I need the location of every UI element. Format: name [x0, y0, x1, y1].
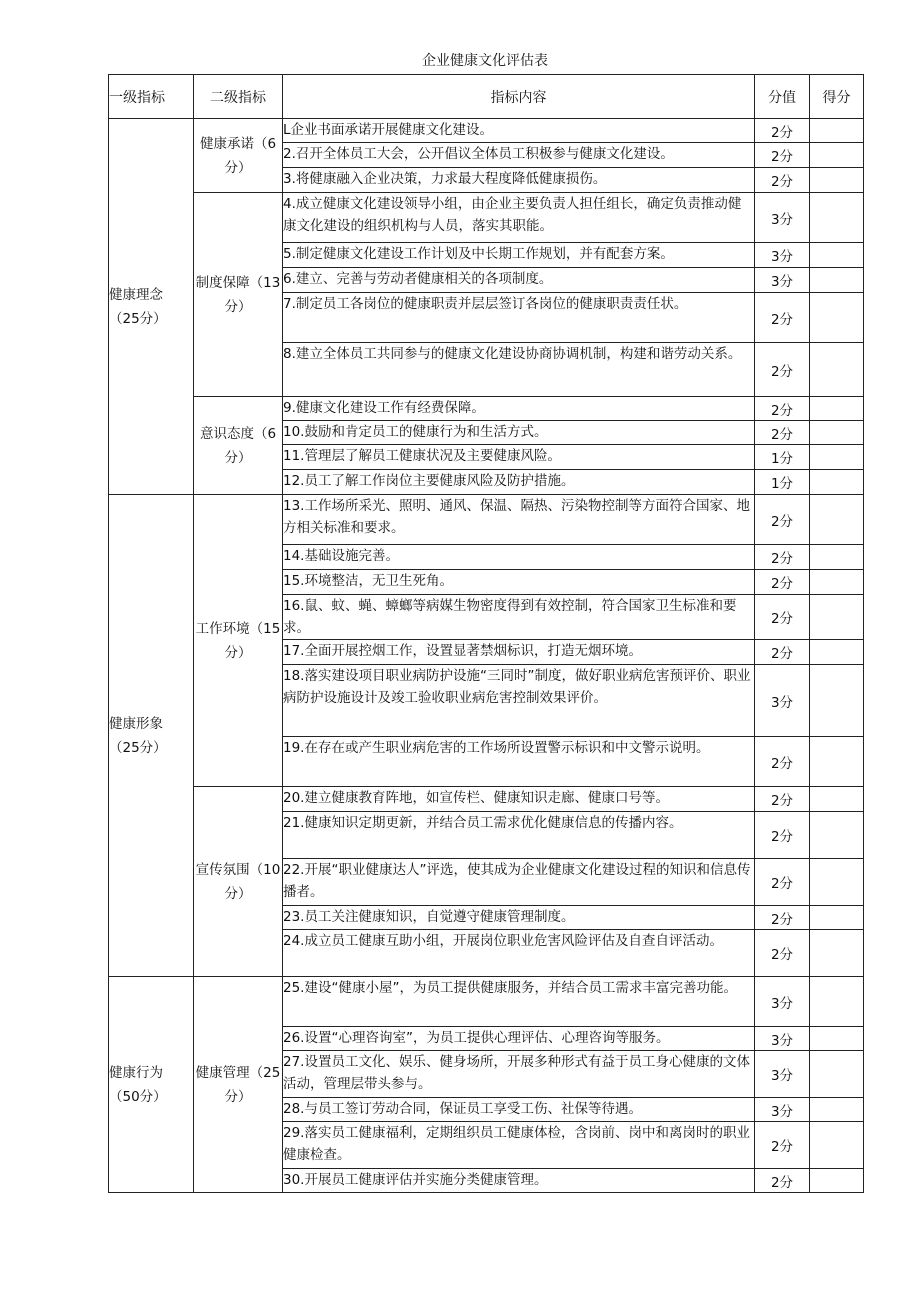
table-row [109, 119, 864, 143]
item-got-cell[interactable] [810, 268, 864, 293]
evaluation-table [108, 74, 864, 1193]
item-got-cell[interactable] [810, 470, 864, 495]
item-score-cell: 2分 [755, 930, 810, 977]
level2-cell: 健康管理（25分） [194, 977, 283, 1193]
item-content-cell: 13.工作场所采光、照明、通风、保温、隔热、污染物控制等方面符合国家、地方相关标准和要求。 [283, 495, 755, 545]
header-row [109, 75, 864, 119]
item-content-cell: 17.全面开展控烟工作，设置显著禁烟标识，打造无烟环境。 [283, 640, 755, 665]
item-got-cell[interactable] [810, 445, 864, 470]
item-score-cell: 3分 [755, 1098, 810, 1122]
item-got-cell[interactable] [810, 397, 864, 421]
item-got-cell[interactable] [810, 812, 864, 859]
table-row [109, 977, 864, 1027]
page-title: 企业健康文化评估表 [422, 53, 548, 69]
item-content-cell: 4.成立健康文化建设领导小组，由企业主要负责人担任组长，确定负责推动健康文化建设的组织机构与人员，落实其职能。 [283, 193, 755, 243]
item-content-cell: 22.开展“职业健康达人”评选，使其成为企业健康文化建设过程的知识和信息传播者。 [283, 859, 755, 906]
item-got-cell[interactable] [810, 545, 864, 570]
item-content-cell: 8.建立全体员工共同参与的健康文化建设协商协调机制，构建和谐劳动关系。 [283, 343, 755, 397]
item-got-cell[interactable] [810, 737, 864, 787]
item-got-cell[interactable] [810, 168, 864, 193]
item-score-cell: 2分 [755, 421, 810, 445]
item-score-cell: 2分 [755, 495, 810, 545]
item-got-cell[interactable] [810, 930, 864, 977]
item-got-cell[interactable] [810, 640, 864, 665]
item-got-cell[interactable] [810, 143, 864, 168]
item-content-cell: 26.设置“心理咨询室”，为员工提供心理评估、心理咨询等服务。 [283, 1027, 755, 1051]
item-score-cell: 2分 [755, 1169, 810, 1193]
level2-cell: 制度保障（13分） [194, 193, 283, 397]
item-score-cell: 2分 [755, 737, 810, 787]
item-got-cell[interactable] [810, 495, 864, 545]
item-score-cell: 2分 [755, 293, 810, 343]
item-content-cell: 10.鼓励和肯定员工的健康行为和生活方式。 [283, 421, 755, 445]
item-content-cell: 16.鼠、蚊、蝇、蟑螂等病媒生物密度得到有效控制，符合国家卫生标准和要求。 [283, 595, 755, 640]
item-got-cell[interactable] [810, 1098, 864, 1122]
item-got-cell[interactable] [810, 595, 864, 640]
item-score-cell: 3分 [755, 1051, 810, 1098]
level2-cell: 工作环境（15分） [194, 495, 283, 787]
item-content-cell: 6.建立、完善与劳动者健康相关的各项制度。 [283, 268, 755, 293]
item-content-cell: 18.落实建设项目职业病防护设施“三同时”制度，做好职业病危害预评价、职业病防护设施设计及竣工验收职业病危害控制效果评价。 [283, 665, 755, 737]
item-score-cell: 2分 [755, 787, 810, 812]
item-score-cell: 3分 [755, 193, 810, 243]
item-score-cell: 2分 [755, 1122, 810, 1169]
table-row [109, 787, 864, 812]
item-got-cell[interactable] [810, 421, 864, 445]
item-got-cell[interactable] [810, 243, 864, 268]
level2-cell: 意识态度（6分） [194, 397, 283, 495]
item-got-cell[interactable] [810, 343, 864, 397]
item-score-cell: 3分 [755, 268, 810, 293]
item-got-cell[interactable] [810, 193, 864, 243]
item-content-cell: 27.设置员工文化、娱乐、健身场所，开展多种形式有益于员工身心健康的文体活动，管理层带头参与。 [283, 1051, 755, 1098]
item-content-cell: 3.将健康融入企业决策，力求最大程度降低健康损伤。 [283, 168, 755, 193]
item-content-cell: 23.员工关注健康知识，自觉遵守健康管理制度。 [283, 906, 755, 930]
item-content-cell: 2.召开全体员工大会，公开倡议全体员工积极参与健康文化建设。 [283, 143, 755, 168]
item-content-cell: 28.与员工签订劳动合同，保证员工享受工伤、社保等待遇。 [283, 1098, 755, 1122]
table-row [109, 495, 864, 545]
item-got-cell[interactable] [810, 119, 864, 143]
table-row [109, 193, 864, 243]
level2-cell: 宣传氛围（10分） [194, 787, 283, 977]
item-score-cell: 1分 [755, 445, 810, 470]
item-score-cell: 2分 [755, 859, 810, 906]
item-got-cell[interactable] [810, 787, 864, 812]
item-score-cell: 2分 [755, 640, 810, 665]
item-content-cell: 19.在存在或产生职业病危害的工作场所设置警示标识和中文警示说明。 [283, 737, 755, 787]
item-score-cell: 3分 [755, 977, 810, 1027]
item-content-cell: 30.开展员工健康评估并实施分类健康管理。 [283, 1169, 755, 1193]
item-content-cell: 12.员工了解工作岗位主要健康风险及防护措施。 [283, 470, 755, 495]
item-score-cell: 3分 [755, 665, 810, 737]
item-got-cell[interactable] [810, 977, 864, 1027]
item-score-cell: 2分 [755, 397, 810, 421]
item-content-cell: 9.健康文化建设工作有经费保障。 [283, 397, 755, 421]
item-score-cell: 2分 [755, 143, 810, 168]
header-level1: 一级指标 [109, 75, 194, 119]
item-got-cell[interactable] [810, 293, 864, 343]
item-score-cell: 3分 [755, 1027, 810, 1051]
item-got-cell[interactable] [810, 570, 864, 595]
item-score-cell: 2分 [755, 168, 810, 193]
item-score-cell: 1分 [755, 470, 810, 495]
item-content-cell: L企业书面承诺开展健康文化建设。 [283, 119, 755, 143]
item-score-cell: 2分 [755, 906, 810, 930]
table-row [109, 397, 864, 421]
item-score-cell: 2分 [755, 595, 810, 640]
header-level2: 二级指标 [194, 75, 283, 119]
item-content-cell: 24.成立员工健康互助小组，开展岗位职业危害风险评估及自查自评活动。 [283, 930, 755, 977]
item-score-cell: 2分 [755, 570, 810, 595]
item-got-cell[interactable] [810, 1122, 864, 1169]
header-content: 指标内容 [283, 75, 755, 119]
item-score-cell: 2分 [755, 119, 810, 143]
item-content-cell: 25.建设“健康小屋”，为员工提供健康服务，并结合员工需求丰富完善功能。 [283, 977, 755, 1027]
level2-cell: 健康承诺（6分） [194, 119, 283, 193]
item-score-cell: 3分 [755, 243, 810, 268]
item-got-cell[interactable] [810, 665, 864, 737]
item-got-cell[interactable] [810, 906, 864, 930]
item-got-cell[interactable] [810, 1051, 864, 1098]
item-score-cell: 2分 [755, 545, 810, 570]
item-got-cell[interactable] [810, 1027, 864, 1051]
item-content-cell: 15.环境整洁，无卫生死角。 [283, 570, 755, 595]
item-content-cell: 14.基础设施完善。 [283, 545, 755, 570]
level1-cell: 健康行为（50分） [109, 977, 194, 1193]
item-content-cell: 5.制定健康文化建设工作计划及中长期工作规划，并有配套方案。 [283, 243, 755, 268]
item-score-cell: 2分 [755, 812, 810, 859]
header-score: 分值 [755, 75, 810, 119]
item-score-cell: 2分 [755, 343, 810, 397]
item-content-cell: 20.建立健康教育阵地，如宣传栏、健康知识走廊、健康口号等。 [283, 787, 755, 812]
table-body [109, 119, 864, 1193]
item-content-cell: 7.制定员工各岗位的健康职责并层层签订各岗位的健康职责责任状。 [283, 293, 755, 343]
item-got-cell[interactable] [810, 1169, 864, 1193]
level1-cell: 健康形象（25分） [109, 495, 194, 977]
item-content-cell: 29.落实员工健康福利，定期组织员工健康体检，含岗前、岗中和离岗时的职业健康检查。 [283, 1122, 755, 1169]
level1-cell: 健康理念（25分） [109, 119, 194, 495]
item-content-cell: 21.健康知识定期更新，并结合员工需求优化健康信息的传播内容。 [283, 812, 755, 859]
header-got: 得分 [810, 75, 864, 119]
item-got-cell[interactable] [810, 859, 864, 906]
item-content-cell: 11.管理层了解员工健康状况及主要健康风险。 [283, 445, 755, 470]
